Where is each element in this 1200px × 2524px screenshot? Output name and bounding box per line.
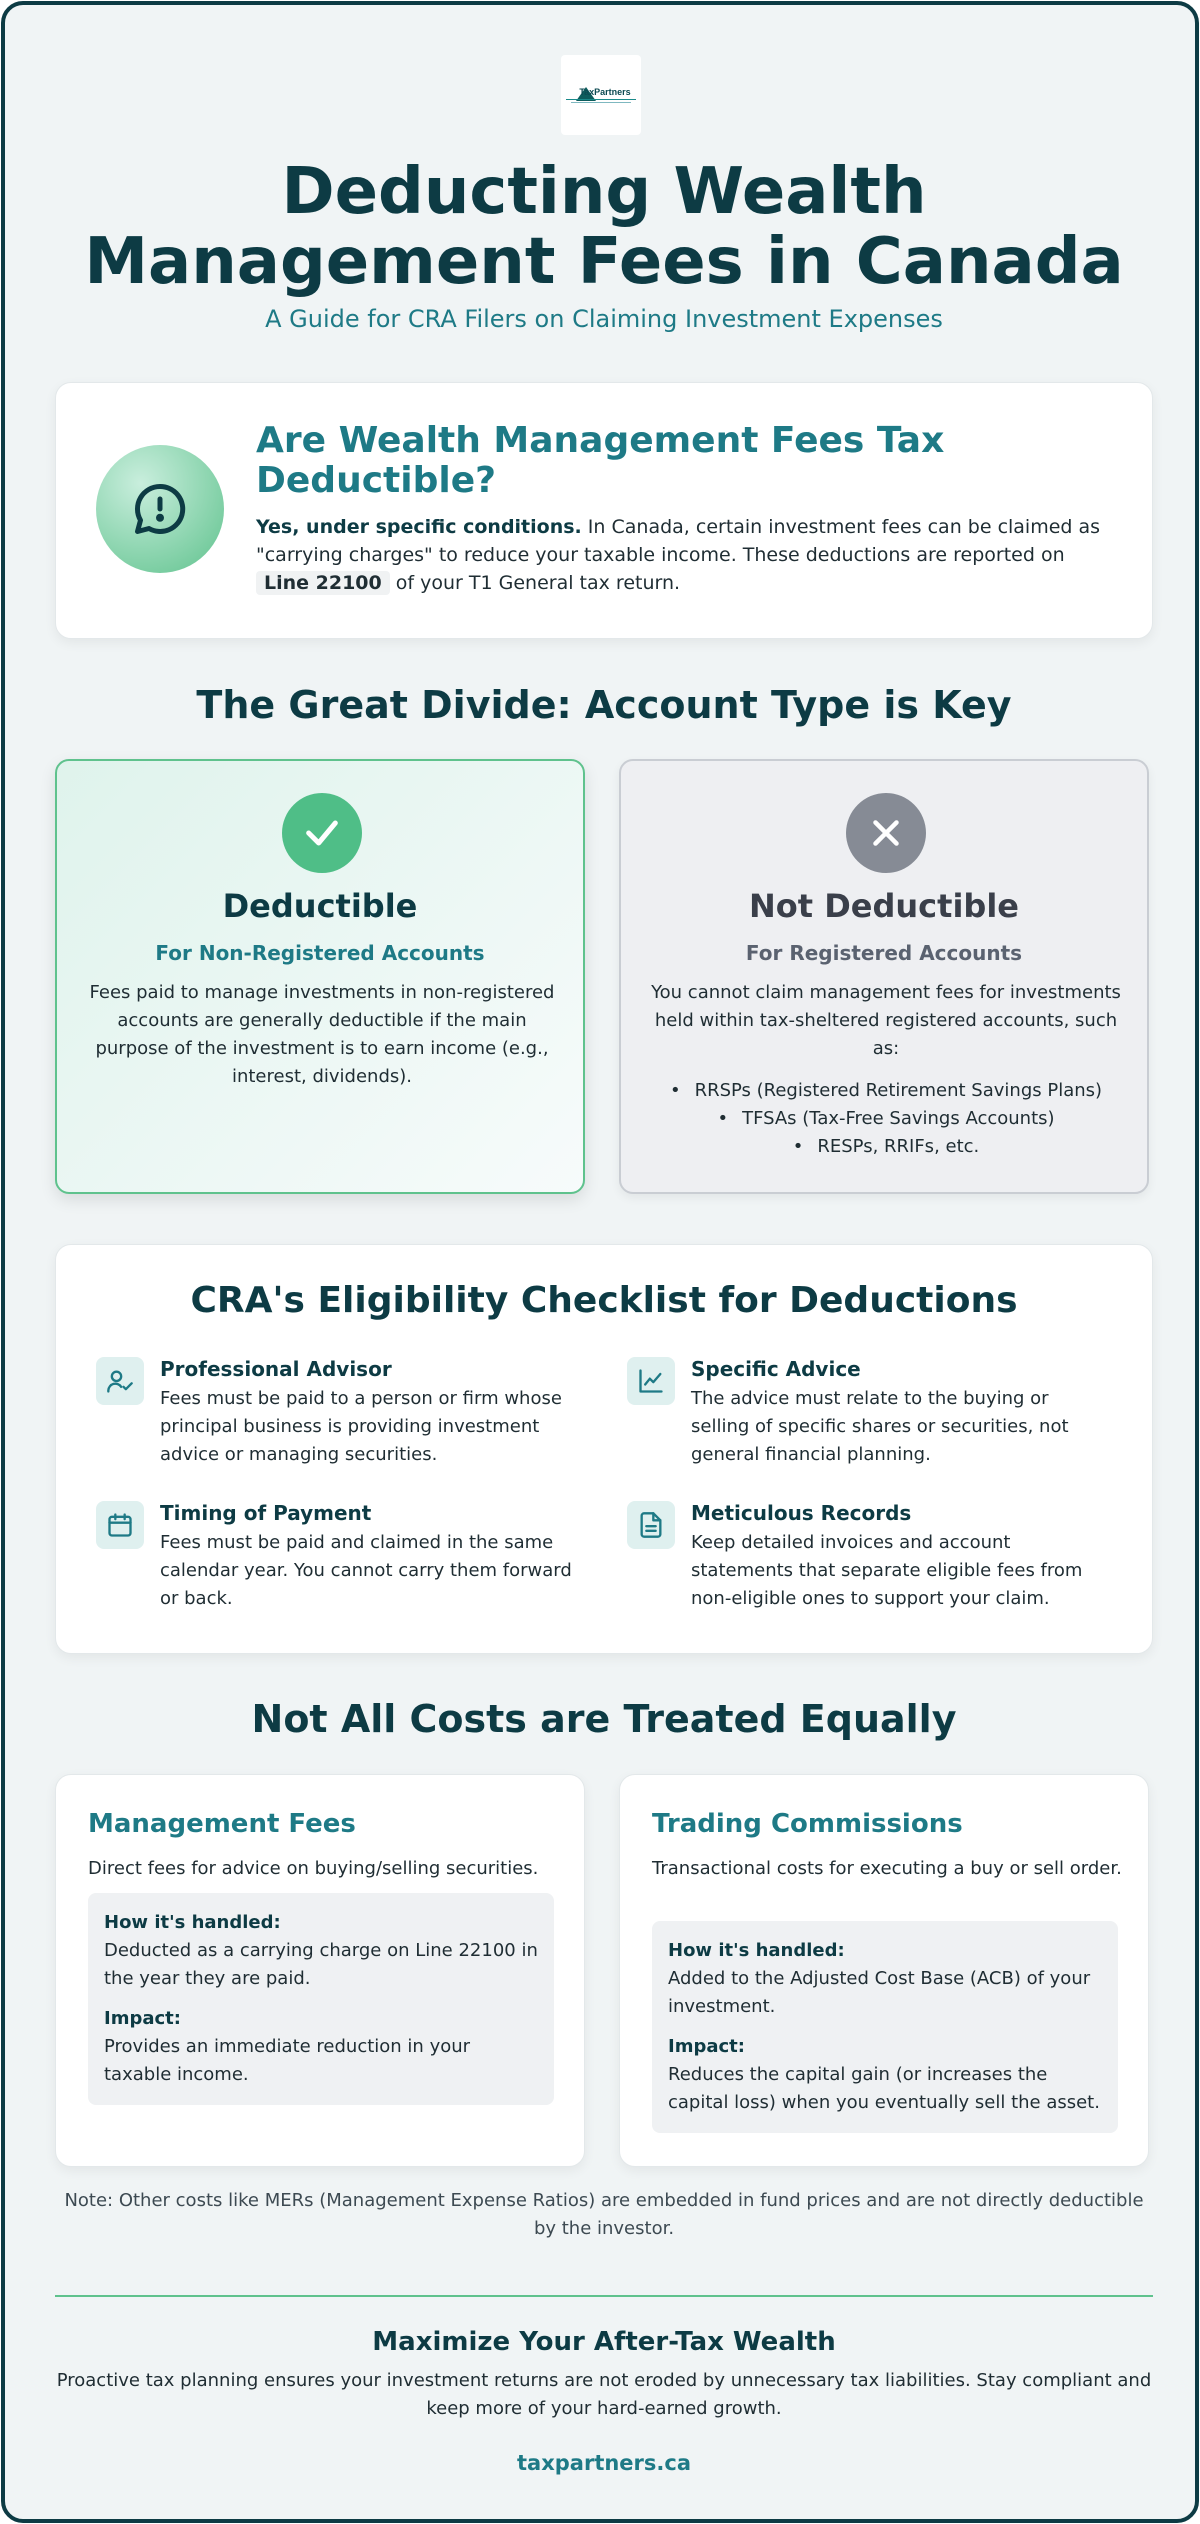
cost-card-description: Direct fees for advice on buying/selling securities. — [88, 1858, 539, 1879]
deductible-subtitle: For Non-Registered Accounts — [155, 941, 485, 965]
list-item: • TFSAs (Tax-Free Savings Accounts) — [651, 1105, 1121, 1133]
handled-text: Added to the Adjusted Cost Base (ACB) of your investment. — [668, 1968, 1091, 2017]
intro-card — [55, 382, 1153, 639]
chat-bubble-icon — [96, 445, 224, 573]
checklist-item-text: Fees must be paid and claimed in the same calendar year. You cannot carry them forward or back. — [160, 1532, 572, 1609]
management-fees-card — [55, 1774, 585, 2167]
line-chart-icon — [627, 1357, 675, 1405]
handling-box — [652, 1921, 1118, 2133]
logo-text: TaxPartners — [579, 87, 631, 97]
deductible-card — [55, 759, 585, 1194]
company-logo — [561, 55, 641, 135]
mer-note: Note: Other costs like MERs (Management Expense Ratios) are embedded in fund prices and are not directly deductible by the investor. — [64, 2190, 1144, 2239]
x-icon — [846, 793, 926, 873]
trading-commissions-card — [619, 1774, 1149, 2167]
deductible-title: Deductible — [222, 887, 418, 925]
page-subtitle: A Guide for CRA Filers on Claiming Investment Expenses — [265, 305, 943, 333]
website-link[interactable]: taxpartners.ca — [517, 2451, 691, 2475]
divide-section-title: The Great Divide: Account Type is Key — [196, 683, 1012, 727]
not-deductible-card — [619, 759, 1149, 1194]
checklist-item-title: Specific Advice — [691, 1357, 861, 1381]
checklist-title: CRA's Eligibility Checklist for Deductions — [190, 1280, 1018, 1321]
calendar-icon — [96, 1501, 144, 1549]
eligibility-checklist-card — [55, 1244, 1153, 1654]
costs-section-title: Not All Costs are Treated Equally — [251, 1697, 957, 1741]
logo-underline-secondary — [571, 102, 631, 103]
checklist-item-text: Fees must be paid to a person or firm whose principal business is providing investment advice or managing securities. — [160, 1388, 562, 1465]
cost-card-title: Management Fees — [88, 1809, 356, 1839]
intro-answer-bold: Yes, under specific conditions. — [256, 516, 582, 538]
handled-text: Deducted as a carrying charge on Line 22100 in the year they are paid. — [104, 1940, 538, 1989]
checklist-item-title: Timing of Payment — [160, 1501, 372, 1525]
footer-text: Proactive tax planning ensures your investment returns are not eroded by unnecessary tax liabilities. Stay compliant and keep more of your hard-earned growth. — [56, 2370, 1152, 2419]
handling-box — [88, 1893, 554, 2105]
infographic-frame — [1, 1, 1199, 2523]
checklist-item-title: Meticulous Records — [691, 1501, 912, 1525]
list-item: • RRSPs (Registered Retirement Savings Plans) — [651, 1077, 1121, 1105]
not-deductible-text: You cannot claim management fees for investments held within tax-sheltered registered accounts, such as: — [651, 982, 1121, 1059]
registered-accounts-list — [651, 1077, 1121, 1161]
checklist-item-text: The advice must relate to the buying or selling of specific shares or securities, not general financial planning. — [691, 1388, 1069, 1465]
intro-answer — [256, 513, 1116, 597]
list-item: • RESPs, RRIFs, etc. — [651, 1133, 1121, 1161]
user-check-icon — [96, 1357, 144, 1405]
handled-label: How it's handled: — [668, 1940, 845, 1961]
cost-card-title: Trading Commissions — [652, 1809, 963, 1839]
page-title: Deducting Wealth Management Fees in Canada — [84, 155, 1124, 299]
not-deductible-subtitle: For Registered Accounts — [745, 941, 1023, 965]
line-code: Line 22100 — [256, 571, 390, 595]
logo-underline — [566, 99, 636, 100]
checklist-item-text: Keep detailed invoices and account statements that separate eligible fees from non-eligible ones to support your claim. — [691, 1532, 1083, 1609]
footer-divider — [55, 2295, 1153, 2297]
document-icon — [627, 1501, 675, 1549]
impact-text: Reduces the capital gain (or increases the capital loss) when you eventually sell the asset. — [668, 2064, 1100, 2113]
check-icon — [282, 793, 362, 873]
handled-label: How it's handled: — [104, 1912, 281, 1933]
intro-question: Are Wealth Management Fees Tax Deductible? — [256, 420, 945, 501]
cost-card-description: Transactional costs for executing a buy or sell order. — [652, 1858, 1122, 1879]
impact-label: Impact: — [104, 2008, 181, 2029]
impact-label: Impact: — [668, 2036, 745, 2057]
checklist-item-title: Professional Advisor — [160, 1357, 392, 1381]
impact-text: Provides an immediate reduction in your taxable income. — [104, 2036, 471, 2085]
intro-answer-tail: of your T1 General tax return. — [389, 572, 681, 594]
not-deductible-title: Not Deductible — [749, 887, 1019, 925]
footer-title: Maximize Your After-Tax Wealth — [372, 2327, 836, 2357]
deductible-text: Fees paid to manage investments in non-registered accounts are generally deductible if the main purpose of the investment is to earn income (e.g., interest, dividends). — [89, 982, 555, 1087]
intro-answer-text: In Canada, certain investment fees can be claimed as "carrying charges" to reduce your taxable income. These deductions are reported on — [256, 516, 1101, 566]
